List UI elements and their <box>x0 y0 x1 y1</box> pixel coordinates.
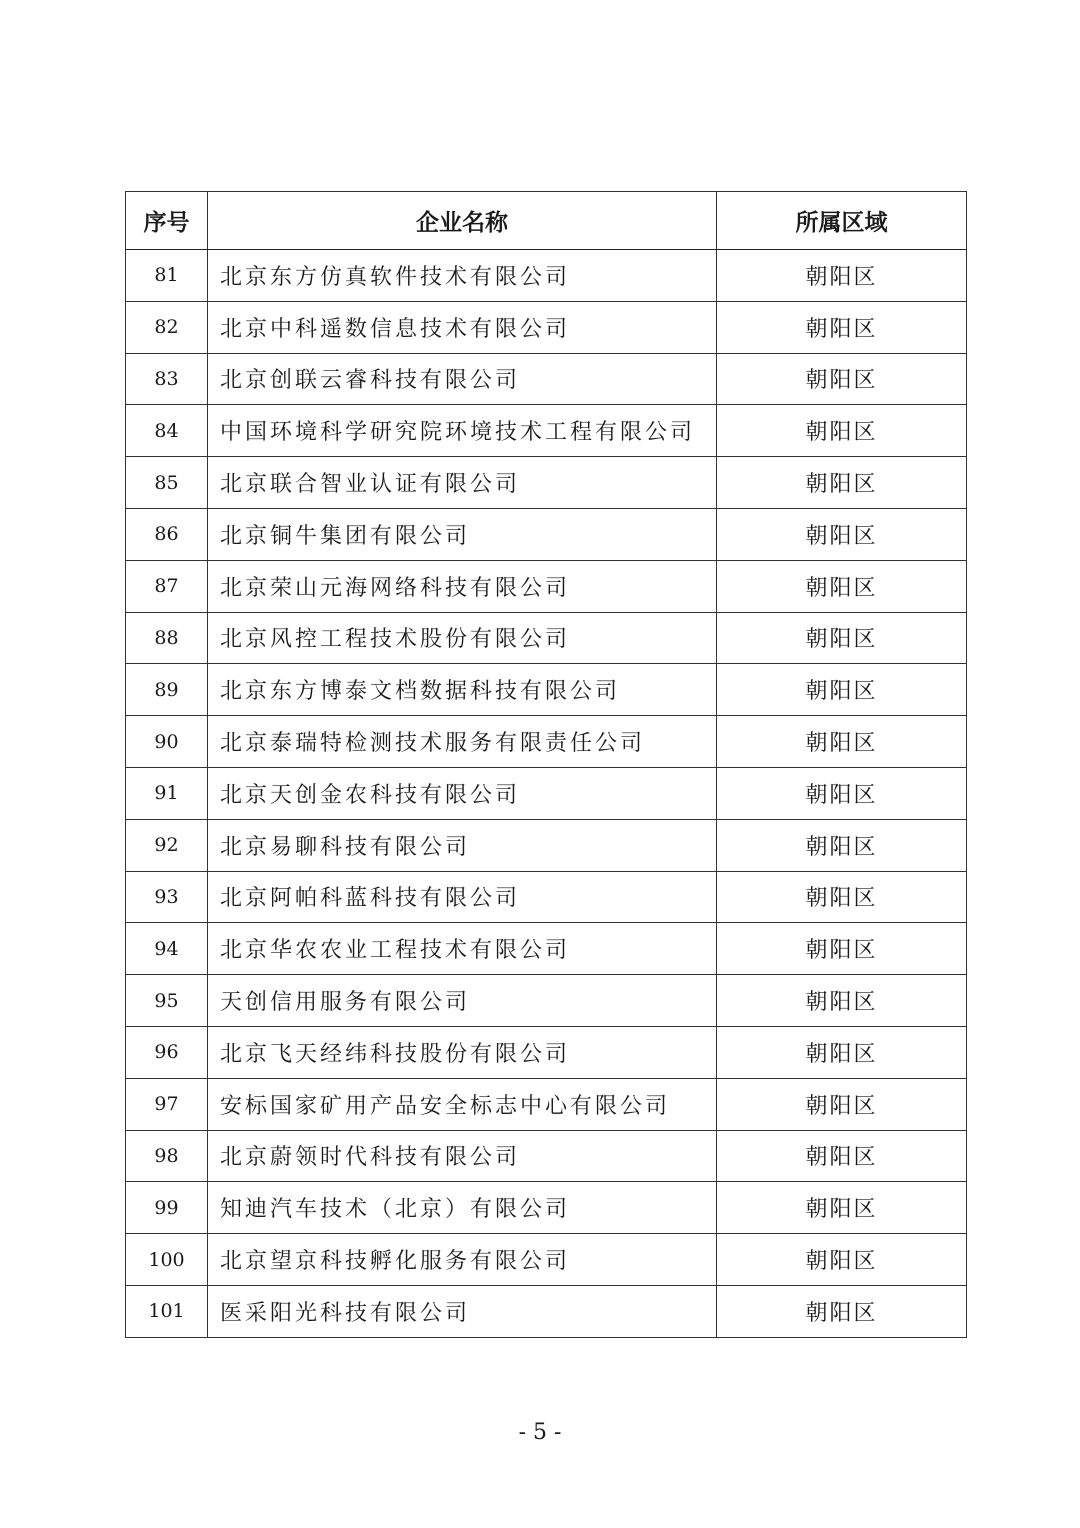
serial-number-cell: 81 <box>126 250 208 302</box>
table-row <box>126 1285 967 1337</box>
enterprise-name-cell: 北京飞天经纬科技股份有限公司 <box>208 1026 717 1078</box>
header-serial-number: 序号 <box>126 192 208 250</box>
header-region: 所属区域 <box>717 192 967 250</box>
enterprise-name-cell: 北京天创金农科技有限公司 <box>208 767 717 819</box>
enterprise-name-cell: 北京华农农业工程技术有限公司 <box>208 923 717 975</box>
region-cell: 朝阳区 <box>717 508 967 560</box>
serial-number-cell: 101 <box>126 1285 208 1337</box>
serial-number-cell: 82 <box>126 301 208 353</box>
region-cell: 朝阳区 <box>717 560 967 612</box>
enterprise-name-cell: 北京铜牛集团有限公司 <box>208 508 717 560</box>
region-cell: 朝阳区 <box>717 1234 967 1286</box>
serial-number-cell: 94 <box>126 923 208 975</box>
table-row <box>126 301 967 353</box>
header-enterprise-name: 企业名称 <box>208 192 717 250</box>
serial-number-cell: 97 <box>126 1078 208 1130</box>
table-row <box>126 664 967 716</box>
enterprise-name-cell: 北京风控工程技术股份有限公司 <box>208 612 717 664</box>
region-cell: 朝阳区 <box>717 664 967 716</box>
table-row <box>126 1182 967 1234</box>
serial-number-cell: 85 <box>126 457 208 509</box>
serial-number-cell: 86 <box>126 508 208 560</box>
serial-number-cell: 83 <box>126 353 208 405</box>
enterprise-name-cell: 北京望京科技孵化服务有限公司 <box>208 1234 717 1286</box>
table-row <box>126 457 967 509</box>
table-row <box>126 1026 967 1078</box>
enterprise-name-cell: 北京泰瑞特检测技术服务有限责任公司 <box>208 716 717 768</box>
region-cell: 朝阳区 <box>717 975 967 1027</box>
enterprise-name-cell: 北京蔚领时代科技有限公司 <box>208 1130 717 1182</box>
enterprise-name-cell: 北京阿帕科蓝科技有限公司 <box>208 871 717 923</box>
enterprise-name-cell: 北京创联云睿科技有限公司 <box>208 353 717 405</box>
region-cell: 朝阳区 <box>717 819 967 871</box>
table-row <box>126 1130 967 1182</box>
enterprise-name-cell: 中国环境科学研究院环境技术工程有限公司 <box>208 405 717 457</box>
enterprise-name-cell: 北京荣山元海网络科技有限公司 <box>208 560 717 612</box>
region-cell: 朝阳区 <box>717 716 967 768</box>
table-row <box>126 508 967 560</box>
table-row <box>126 1234 967 1286</box>
enterprise-table <box>125 191 967 1338</box>
table-row <box>126 353 967 405</box>
table-body <box>126 250 967 1338</box>
table-row <box>126 975 967 1027</box>
serial-number-cell: 87 <box>126 560 208 612</box>
table-row <box>126 405 967 457</box>
enterprise-name-cell: 北京联合智业认证有限公司 <box>208 457 717 509</box>
enterprise-name-cell: 北京东方博泰文档数据科技有限公司 <box>208 664 717 716</box>
region-cell: 朝阳区 <box>717 301 967 353</box>
table-row <box>126 767 967 819</box>
region-cell: 朝阳区 <box>717 457 967 509</box>
page-number: - 5 - <box>518 1420 562 1445</box>
table-row <box>126 250 967 302</box>
table-row <box>126 716 967 768</box>
enterprise-name-cell: 安标国家矿用产品安全标志中心有限公司 <box>208 1078 717 1130</box>
region-cell: 朝阳区 <box>717 1182 967 1234</box>
serial-number-cell: 100 <box>126 1234 208 1286</box>
region-cell: 朝阳区 <box>717 250 967 302</box>
enterprise-name-cell: 北京东方仿真软件技术有限公司 <box>208 250 717 302</box>
serial-number-cell: 96 <box>126 1026 208 1078</box>
table-header-row <box>126 192 967 250</box>
region-cell: 朝阳区 <box>717 1130 967 1182</box>
table-row <box>126 1078 967 1130</box>
enterprise-name-cell: 知迪汽车技术（北京）有限公司 <box>208 1182 717 1234</box>
table-row <box>126 871 967 923</box>
serial-number-cell: 98 <box>126 1130 208 1182</box>
region-cell: 朝阳区 <box>717 1078 967 1130</box>
region-cell: 朝阳区 <box>717 1026 967 1078</box>
table-row <box>126 560 967 612</box>
serial-number-cell: 88 <box>126 612 208 664</box>
region-cell: 朝阳区 <box>717 405 967 457</box>
region-cell: 朝阳区 <box>717 1285 967 1337</box>
serial-number-cell: 91 <box>126 767 208 819</box>
serial-number-cell: 89 <box>126 664 208 716</box>
serial-number-cell: 90 <box>126 716 208 768</box>
region-cell: 朝阳区 <box>717 871 967 923</box>
table-row <box>126 612 967 664</box>
serial-number-cell: 84 <box>126 405 208 457</box>
serial-number-cell: 93 <box>126 871 208 923</box>
enterprise-name-cell: 北京易聊科技有限公司 <box>208 819 717 871</box>
table-row <box>126 923 967 975</box>
serial-number-cell: 92 <box>126 819 208 871</box>
serial-number-cell: 95 <box>126 975 208 1027</box>
serial-number-cell: 99 <box>126 1182 208 1234</box>
table-row <box>126 819 967 871</box>
region-cell: 朝阳区 <box>717 612 967 664</box>
enterprise-name-cell: 北京中科遥数信息技术有限公司 <box>208 301 717 353</box>
enterprise-name-cell: 医采阳光科技有限公司 <box>208 1285 717 1337</box>
enterprise-name-cell: 天创信用服务有限公司 <box>208 975 717 1027</box>
region-cell: 朝阳区 <box>717 353 967 405</box>
region-cell: 朝阳区 <box>717 767 967 819</box>
region-cell: 朝阳区 <box>717 923 967 975</box>
